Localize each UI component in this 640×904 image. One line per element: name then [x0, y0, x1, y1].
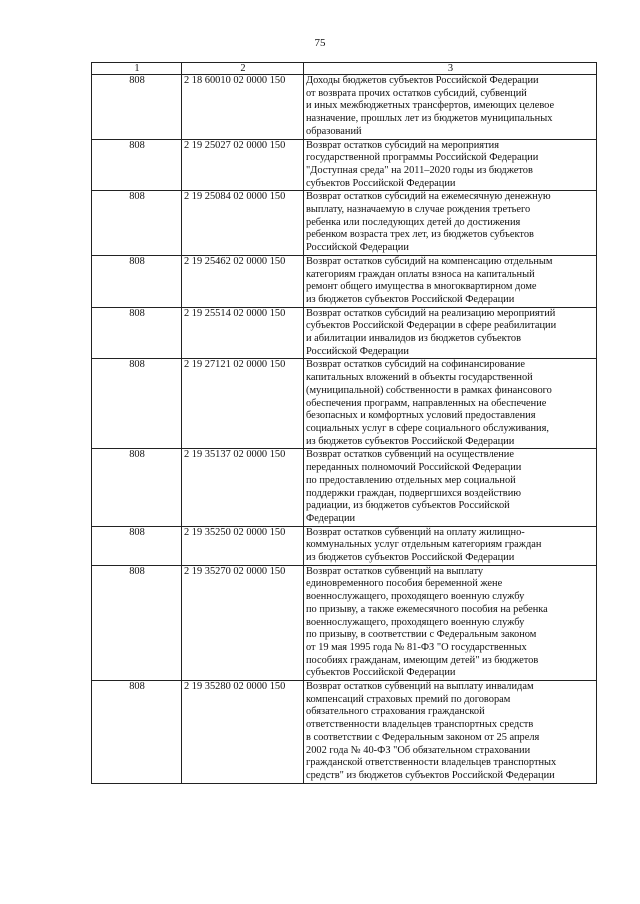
description-line: переданных полномочий Российской Федерации: [306, 462, 522, 474]
description-line: 2002 года № 40-ФЗ "Об обязательном страховании: [306, 744, 531, 756]
description-line: ответственности владельцев транспортных средств: [306, 719, 534, 731]
description-cell: [304, 255, 597, 307]
header-row: [92, 63, 597, 75]
description-line: из бюджетов субъектов Российской Федерации: [306, 293, 515, 305]
description-line: по призыву, в соответствии с Федеральным законом: [306, 629, 537, 641]
table-row: [92, 75, 597, 140]
description-line: и иных межбюджетных трансфертов, имеющих целевое: [306, 100, 555, 112]
budget-code-cell: 2 19 27121 02 0000 150: [182, 359, 304, 449]
description-line: социальных услуг в сфере социального обслуживания,: [306, 422, 549, 434]
description-line: субъектов Российской Федерации: [306, 667, 456, 679]
table-row: [92, 449, 597, 526]
budget-code-cell: 2 19 35280 02 0000 150: [182, 681, 304, 784]
description-line: Российской Федерации: [306, 345, 409, 357]
description-line: по призыву, а также ежемесячного пособия на ребенка: [306, 603, 548, 615]
description-line: Возврат остатков субсидий на ежемесячную денежную: [306, 191, 551, 203]
description-line: коммунальных услуг отдельным категориям граждан: [306, 539, 542, 551]
description-line: ремонт общего имущества в многоквартирном доме: [306, 281, 537, 293]
description-line: образований: [306, 125, 362, 137]
description-line: из бюджетов субъектов Российской Федерации: [306, 435, 515, 447]
budget-code-table: [91, 62, 597, 784]
description-line: субъектов Российской Федерации в сфере реабилитации: [306, 320, 557, 332]
admin-code-cell: 808: [92, 255, 182, 307]
description-line: Федерации: [306, 512, 356, 524]
description-line: по предоставлению отдельных мер социальной: [306, 474, 516, 486]
description-line: субъектов Российской Федерации: [306, 177, 456, 189]
description-line: категориям граждан оплаты взноса на капитальный: [306, 268, 535, 280]
description-line: государственной программы Российской Федерации: [306, 152, 539, 164]
description-cell: [304, 526, 597, 565]
admin-code-cell: 808: [92, 75, 182, 140]
table-row: [92, 681, 597, 784]
description-line: из бюджетов субъектов Российской Федерации: [306, 552, 515, 564]
description-line: (муниципальной) собственности в рамках финансового: [306, 384, 552, 396]
description-cell: [304, 449, 597, 526]
description-cell: [304, 359, 597, 449]
description-line: Возврат остатков субсидий на компенсацию отдельным: [306, 255, 553, 267]
admin-code-cell: 808: [92, 565, 182, 680]
description-line: в соответствии с Федеральным законом от 25 апреля: [306, 731, 540, 743]
description-line: компенсаций страховых премий по договорам: [306, 693, 511, 705]
description-cell: [304, 565, 597, 680]
table-row: [92, 526, 597, 565]
description-line: единовременного пособия беременной жене: [306, 578, 503, 590]
description-line: Возврат остатков субвенций на выплату инвалидам: [306, 681, 534, 693]
admin-code-cell: 808: [92, 139, 182, 191]
description-line: Возврат остатков субвенций на оплату жилищно-: [306, 526, 525, 538]
description-line: ребенка или последующих детей до достижения: [306, 216, 521, 228]
description-line: обеспечения программ, направленных на обеспечение: [306, 397, 547, 409]
description-line: Возврат остатков субвенций на осуществление: [306, 449, 514, 461]
description-line: капитальных вложений в объекты государственной: [306, 372, 533, 384]
description-line: безопасных и комфортных условий предоставления: [306, 410, 536, 422]
description-cell: [304, 191, 597, 256]
admin-code-cell: 808: [92, 449, 182, 526]
description-line: военнослужащего, проходящего военную службу: [306, 616, 525, 628]
budget-code-cell: 2 19 25462 02 0000 150: [182, 255, 304, 307]
description-line: Возврат остатков субвенций на выплату: [306, 565, 484, 577]
header-col-1: 1: [92, 63, 182, 75]
description-line: Возврат остатков субсидий на реализацию мероприятий: [306, 307, 556, 319]
description-line: Доходы бюджетов субъектов Российской Федерации: [306, 75, 539, 86]
admin-code-cell: 808: [92, 359, 182, 449]
admin-code-cell: 808: [92, 307, 182, 359]
description-line: радиации, из бюджетов субъектов Российской: [306, 500, 510, 512]
description-line: Российской Федерации: [306, 242, 409, 254]
budget-code-cell: 2 19 25084 02 0000 150: [182, 191, 304, 256]
admin-code-cell: 808: [92, 191, 182, 256]
description-line: поддержки граждан, подвергшихся воздействию: [306, 487, 522, 499]
description-cell: [304, 139, 597, 191]
header-col-2: 2: [182, 63, 304, 75]
table-row: [92, 191, 597, 256]
budget-code-cell: 2 19 25514 02 0000 150: [182, 307, 304, 359]
description-line: от 19 мая 1995 года № 81-ФЗ "О государственных: [306, 641, 527, 653]
budget-code-cell: 2 18 60010 02 0000 150: [182, 75, 304, 140]
description-line: Возврат остатков субсидий на мероприятия: [306, 139, 499, 151]
description-cell: [304, 307, 597, 359]
budget-code-cell: 2 19 35137 02 0000 150: [182, 449, 304, 526]
budget-code-cell: 2 19 35250 02 0000 150: [182, 526, 304, 565]
description-line: средств" из бюджетов субъектов Российской Федерации: [306, 769, 555, 781]
description-line: "Доступная среда" на 2011–2020 годы из бюджетов: [306, 164, 533, 176]
description-cell: [304, 681, 597, 784]
page-number: 75: [314, 37, 326, 49]
description-line: Возврат остатков субсидий на софинансирование: [306, 359, 525, 371]
table-header: [92, 63, 597, 75]
description-line: ребенком возраста трех лет, из бюджетов субъектов: [306, 229, 534, 241]
table-row: [92, 255, 597, 307]
table-body: [92, 75, 597, 784]
description-line: пособиях гражданам, имеющим детей" из бюджетов: [306, 654, 539, 666]
table-row: [92, 565, 597, 680]
description-line: выплату, назначаемую в случае рождения третьего: [306, 204, 531, 216]
description-line: от возврата прочих остатков субсидий, субвенций: [306, 87, 527, 99]
description-line: гражданской ответственности владельцев транспортных: [306, 757, 557, 769]
description-line: военнослужащего, проходящего военную службу: [306, 591, 525, 603]
header-col-3: 3: [304, 63, 597, 75]
budget-code-cell: 2 19 35270 02 0000 150: [182, 565, 304, 680]
description-cell: [304, 75, 597, 140]
budget-code-cell: 2 19 25027 02 0000 150: [182, 139, 304, 191]
admin-code-cell: 808: [92, 681, 182, 784]
description-line: обязательного страхования гражданской: [306, 706, 485, 718]
admin-code-cell: 808: [92, 526, 182, 565]
table-row: [92, 139, 597, 191]
table-row: [92, 359, 597, 449]
description-line: назначение, прошлых лет из бюджетов муниципальных: [306, 113, 553, 125]
description-line: и абилитации инвалидов из бюджетов субъектов: [306, 333, 522, 345]
table-row: [92, 307, 597, 359]
